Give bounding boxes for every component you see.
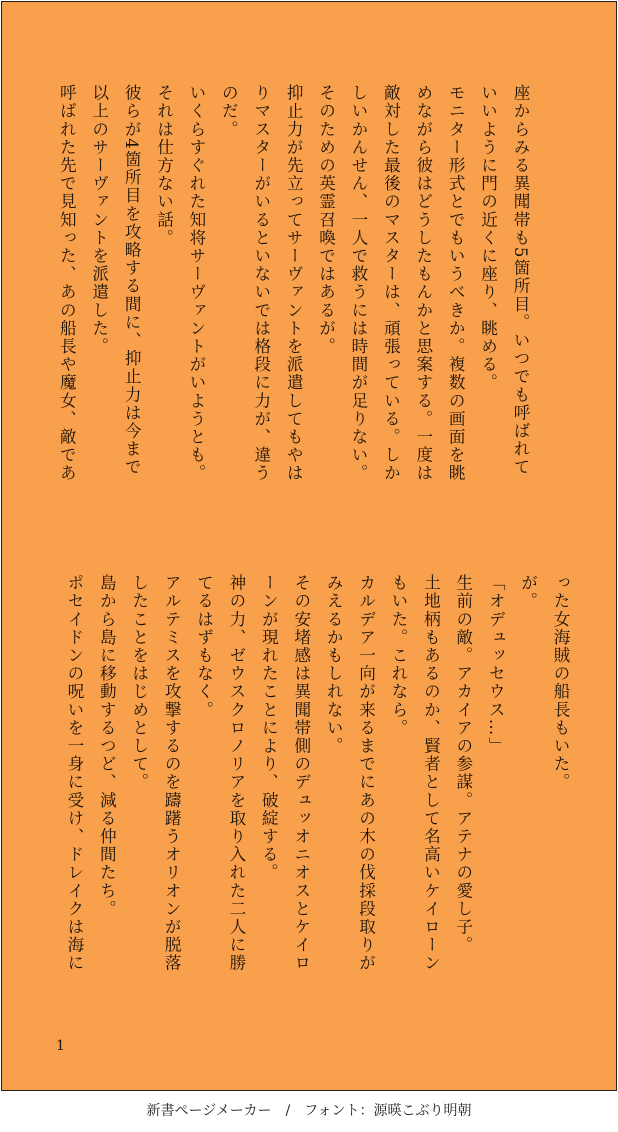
text-column: ポセイドンの呪いを一身に受け、ドレイクは海に xyxy=(64,574,84,973)
text-column: しいかんせん、一人で救うには時間が足りない。 xyxy=(348,84,368,483)
text-column: 島から島に移動するつど、減る仲間たち。 xyxy=(97,574,117,918)
lower-text-block xyxy=(58,574,577,1014)
text-column: 生前の敵。アカイアの参謀。アテナの愛し子。 xyxy=(453,574,473,955)
text-column: のだ。 xyxy=(219,84,239,139)
text-column: そのための英霊召喚ではあるが。 xyxy=(316,84,336,356)
text-column: 抑止力が先立ってサーヴァントを派遣してもやは xyxy=(284,84,304,483)
text-column: が。 xyxy=(518,574,538,611)
manuscript-page xyxy=(1,1,617,1091)
text-column: ーンが現れたことにより、破綻する。 xyxy=(259,574,279,882)
text-column: 彼らが4箇所目を攻略する間に、抑止力は今まで xyxy=(122,84,142,477)
text-column: したことをはじめとして。 xyxy=(129,574,149,792)
footer-credit: 新書ページメーカー / フォント：源暎こぶり明朝 xyxy=(146,1103,472,1119)
text-column: 敵対した最後のマスターは、頑張っている。しか xyxy=(381,84,401,483)
text-column: いくらすぐれた知将サーヴァントがいようとも。 xyxy=(186,84,206,483)
page-number: 1 xyxy=(56,1038,65,1054)
text-column: った女海賊の船長もいた。 xyxy=(551,574,570,792)
text-column: もいた。これなら。 xyxy=(388,574,408,737)
text-column: りマスターがいるといないでは格段に力が、違う xyxy=(251,84,271,483)
text-column: それは仕方ない話。 xyxy=(154,84,174,247)
text-column: 神の力、ゼウスクロノリアを取り入れた二人に勝 xyxy=(226,574,246,973)
text-column: めながら彼はどうしたもんかと思案する。一度は xyxy=(413,84,433,483)
text-column: 「オデュッセウス…」 xyxy=(486,574,506,755)
text-column: モニター形式とでもいうべきか。複数の画面を眺 xyxy=(446,84,466,483)
text-column: みえるかもしれない。 xyxy=(324,574,344,755)
text-column: その安堵感は異聞帯側のデュッオニオスとケイロ xyxy=(291,574,311,973)
text-column: 以上のサーヴァントを派遣した。 xyxy=(89,84,109,356)
text-column: いいように門の近くに座り、眺める。 xyxy=(478,84,498,392)
text-column: アルテミスを攻撃するのを躊躇うオリオンが脱落 xyxy=(162,574,182,973)
text-column: カルデア一向が来るまでにあの木の伐採段取りが xyxy=(356,574,376,973)
text-column: てるはずもなく。 xyxy=(194,574,214,719)
upper-text-block xyxy=(50,84,536,524)
text-column: 座からみる異聞帯も5箇所目。いつでも呼ばれて xyxy=(511,84,530,477)
text-column: 土地柄もあるのか、賢者として名高いケイローン xyxy=(421,574,441,973)
text-column: 呼ばれた先で見知った、あの船長や魔女、敵であ xyxy=(57,84,77,483)
